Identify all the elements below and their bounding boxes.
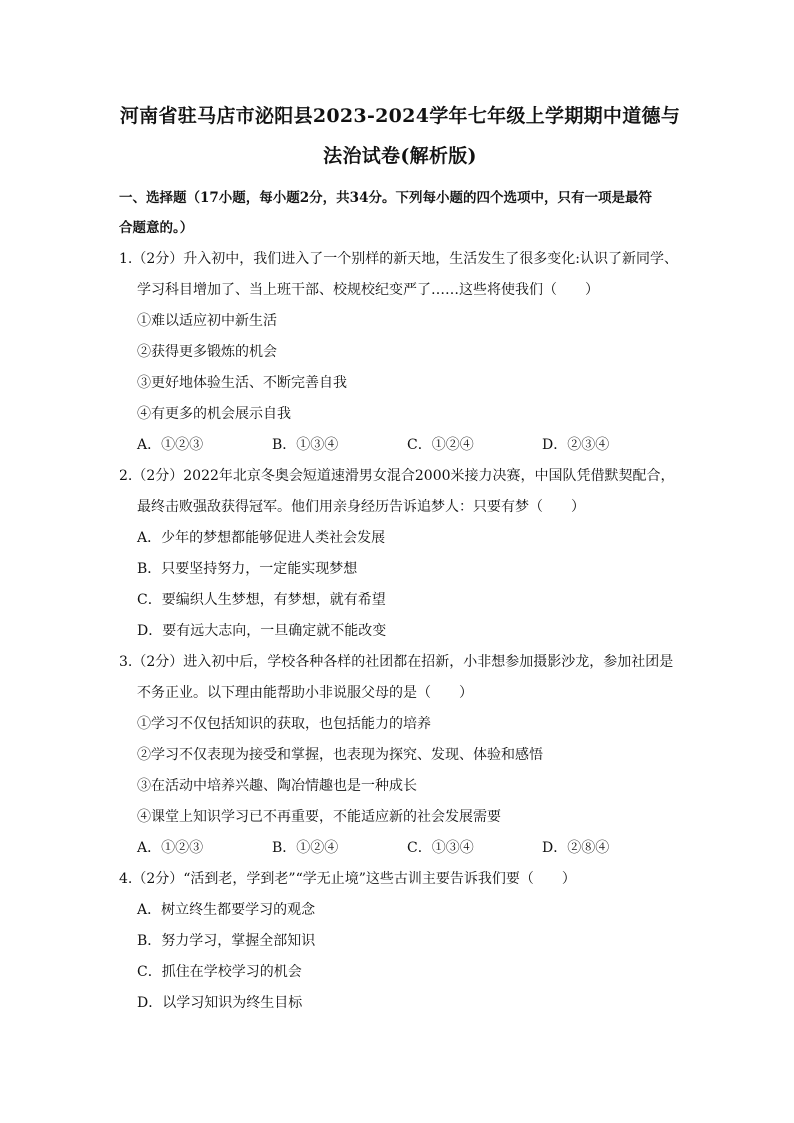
statement-item: ①难以适应初中新生活 [137, 313, 277, 329]
statement-item: ③更好地体验生活、不断完善自我 [137, 375, 347, 391]
answer-options [119, 833, 685, 864]
statement-item: ②获得更多锻炼的机会 [137, 344, 277, 360]
option-a: A．少年的梦想都能够促进人类社会发展 [137, 530, 386, 546]
question-stem-cont: 学习科目增加了、当上班干部、校规校纪变严了……这些将使我们（ ） [137, 282, 599, 298]
option-d: D．以学习知识为终生目标 [137, 995, 303, 1011]
question-3 [119, 647, 685, 864]
statement-item: ①学习不仅包括知识的获取，也包括能力的培养 [137, 716, 431, 732]
question-stem: 2.（2分）2022年北京冬奥会短道速滑男女混合2000米接力决赛，中国队凭借默契配合， [119, 468, 675, 484]
option-d: D．②③④ [542, 437, 610, 453]
question-stem-cont: 最终击败强敌获得冠军。他们用亲身经历告诉追梦人：只要有梦（ ） [137, 499, 585, 515]
option-a: A．①②③ [137, 437, 204, 453]
statement-item: ④课堂上知识学习已不再重要，不能适应新的社会发展需要 [137, 809, 501, 825]
page-title [110, 96, 690, 176]
option-c: C．抓住在学校学习的机会 [137, 964, 302, 980]
statement-item: ③在活动中培养兴趣、陶冶情趣也是一种成长 [137, 778, 417, 794]
question-2 [119, 461, 685, 647]
option-a: A．①②③ [137, 840, 204, 856]
question-stem: 4.（2分）“活到老，学到老”“学无止境”这些古训主要告诉我们要（ ） [119, 871, 576, 887]
option-b: B．①③④ [272, 437, 339, 453]
option-b: B．①②④ [272, 840, 339, 856]
question-4 [119, 864, 685, 1019]
answer-options [119, 430, 685, 461]
option-a: A．树立终生都要学习的观念 [137, 902, 316, 918]
option-d: D．要有远大志向，一旦确定就不能改变 [137, 623, 387, 639]
statement-item: ④有更多的机会展示自我 [137, 406, 291, 422]
option-c: C．①②④ [407, 437, 474, 453]
option-b: B．只要坚持努力，一定能实现梦想 [137, 561, 358, 577]
option-b: B．努力学习，掌握全部知识 [137, 933, 316, 949]
question-1 [119, 244, 685, 461]
option-c: C．要编织人生梦想，有梦想，就有希望 [137, 592, 386, 608]
question-stem: 1.（2分）升入初中，我们进入了一个别样的新天地，生活发生了很多变化:认识了新同学、 [119, 251, 678, 267]
option-c: C．①③④ [407, 840, 474, 856]
option-d: D．②⑧④ [542, 840, 610, 856]
statement-item: ②学习不仅表现为接受和掌握，也表现为探究、发现、体验和感悟 [137, 747, 543, 763]
title-line-1: 河南省驻马店市泌阳县2023-2024学年七年级上学期期中道德与 [119, 105, 681, 127]
section-heading [119, 183, 685, 243]
title-line-2: 法治试卷(解析版) [323, 145, 477, 167]
section-heading-line-1: 一、选择题（17小题，每小题2分，共34分。下列每小题的四个选项中，只有一项是最符 [119, 190, 652, 206]
question-stem-cont: 不务正业。以下理由能帮助小非说服父母的是（ ） [137, 685, 473, 701]
question-stem: 3.（2分）进入初中后，学校各种各样的社团都在招新，小非想参加摄影沙龙，参加社团是 [119, 654, 674, 670]
section-heading-line-2: 合题意的。） [119, 220, 194, 236]
